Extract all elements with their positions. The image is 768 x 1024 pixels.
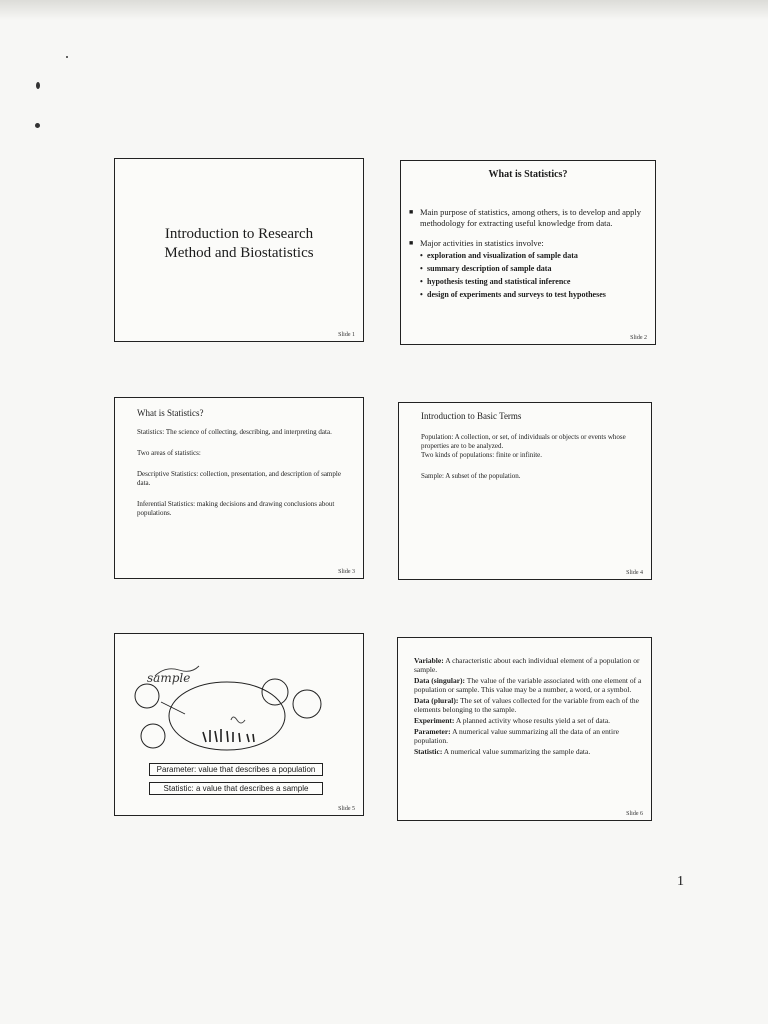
handwritten-mark — [231, 717, 245, 723]
slide-3-heading: What is Statistics? — [137, 408, 204, 418]
population-kinds: Two kinds of populations: finite or infinite. — [421, 451, 543, 459]
slide-3-body — [137, 428, 355, 530]
statistic-definition-box: Statistic: a value that describes a sample — [149, 782, 323, 795]
slide-number: Slide 2 — [630, 335, 647, 341]
sub-bullet-item: • design of experiments and surveys to test hypotheses — [420, 290, 647, 300]
two-areas-text: Two areas of statistics: — [137, 449, 201, 457]
sub-bullet-item: • hypothesis testing and statistical inference — [420, 277, 647, 287]
slide-4-heading: Introduction to Basic Terms — [421, 411, 522, 421]
term-text: A planned activity whose results yield a set of data. — [455, 716, 611, 725]
term-text: A numerical value summarizing all the data of an entire population. — [414, 727, 619, 745]
bullet-text: Major activities in statistics involve: — [420, 238, 544, 248]
slide-number: Slide 6 — [626, 811, 643, 817]
term-variable — [414, 656, 646, 674]
term-label: Variable: — [414, 656, 444, 665]
slide-2 — [400, 160, 656, 345]
slide-1 — [114, 158, 364, 342]
sub-bullet-list — [420, 251, 647, 300]
population-definition: Population: A collection, or set, of individuals or objects or events whose properties are to be analyzed. — [421, 433, 626, 450]
paper-speck — [66, 56, 68, 58]
term-parameter — [414, 727, 646, 745]
slide-number: Slide 4 — [626, 570, 643, 576]
slide-1-title-line-1: Introduction to Research — [164, 226, 314, 242]
slide-6-body — [414, 656, 646, 758]
slide-3 — [114, 397, 364, 579]
paper-speck — [35, 123, 40, 128]
sample-figures — [203, 729, 254, 742]
slide-number: Slide 5 — [338, 806, 355, 812]
sample-circle — [293, 690, 321, 718]
bullet-item — [409, 238, 647, 300]
term-text: The value of the variable associated with one element of a population or sample. This value may be a number, a word, or a symbol. — [414, 676, 642, 694]
bullet-text: Main purpose of statistics, among others, is to develop and apply methodology for extracting useful knowledge from data. — [420, 207, 641, 228]
slide-number: Slide 3 — [338, 569, 355, 575]
term-statistic — [414, 747, 646, 756]
slide-5 — [114, 633, 364, 816]
sub-bullet-item: • exploration and visualization of sample data — [420, 251, 647, 261]
term-text: The set of values collected for the variable from each of the elements belonging to the sample. — [414, 696, 640, 714]
term-data-singular — [414, 676, 646, 694]
term-label: Data (plural): — [414, 696, 459, 705]
slide-2-bullet-list — [409, 207, 647, 309]
sample-circle — [141, 724, 165, 748]
term-text: A characteristic about each individual element of a population or sample. — [414, 656, 640, 674]
statistics-definition: Statistics: The science of collecting, describing, and interpreting data. — [137, 428, 332, 436]
term-label: Statistic: — [414, 747, 443, 756]
slide-1-title — [115, 225, 363, 263]
slide-2-heading: What is Statistics? — [488, 169, 568, 180]
term-label: Parameter: — [414, 727, 451, 736]
sample-definition: Sample: A subset of the population. — [421, 472, 521, 480]
term-data-plural — [414, 696, 646, 714]
descriptive-statistics-text: Descriptive Statistics: collection, presentation, and description of sample data. — [137, 470, 341, 487]
sub-bullet-item: • summary description of sample data — [420, 264, 647, 274]
page-number: 1 — [677, 874, 684, 889]
handwritten-label: sample — [147, 671, 191, 685]
term-label: Data (singular): — [414, 676, 466, 685]
term-label: Experiment: — [414, 716, 455, 725]
term-text: A numerical value summarizing the sample data. — [443, 747, 591, 756]
paper-speck — [36, 82, 40, 89]
slide-1-title-line-2: Method and Biostatistics — [164, 245, 314, 261]
page-top-shadow — [0, 0, 768, 20]
slide-number: Slide 1 — [338, 332, 355, 338]
inferential-statistics-text: Inferential Statistics: making decisions and drawing conclusions about populations. — [137, 500, 335, 517]
term-experiment — [414, 716, 646, 725]
parameter-definition-box: Parameter: value that describes a population — [149, 763, 323, 776]
slide-6 — [397, 637, 652, 821]
slide-4 — [398, 402, 652, 580]
bullet-item — [409, 207, 647, 229]
sample-circle — [135, 684, 159, 708]
slide-4-body — [421, 433, 643, 481]
sample-circle — [262, 679, 288, 705]
